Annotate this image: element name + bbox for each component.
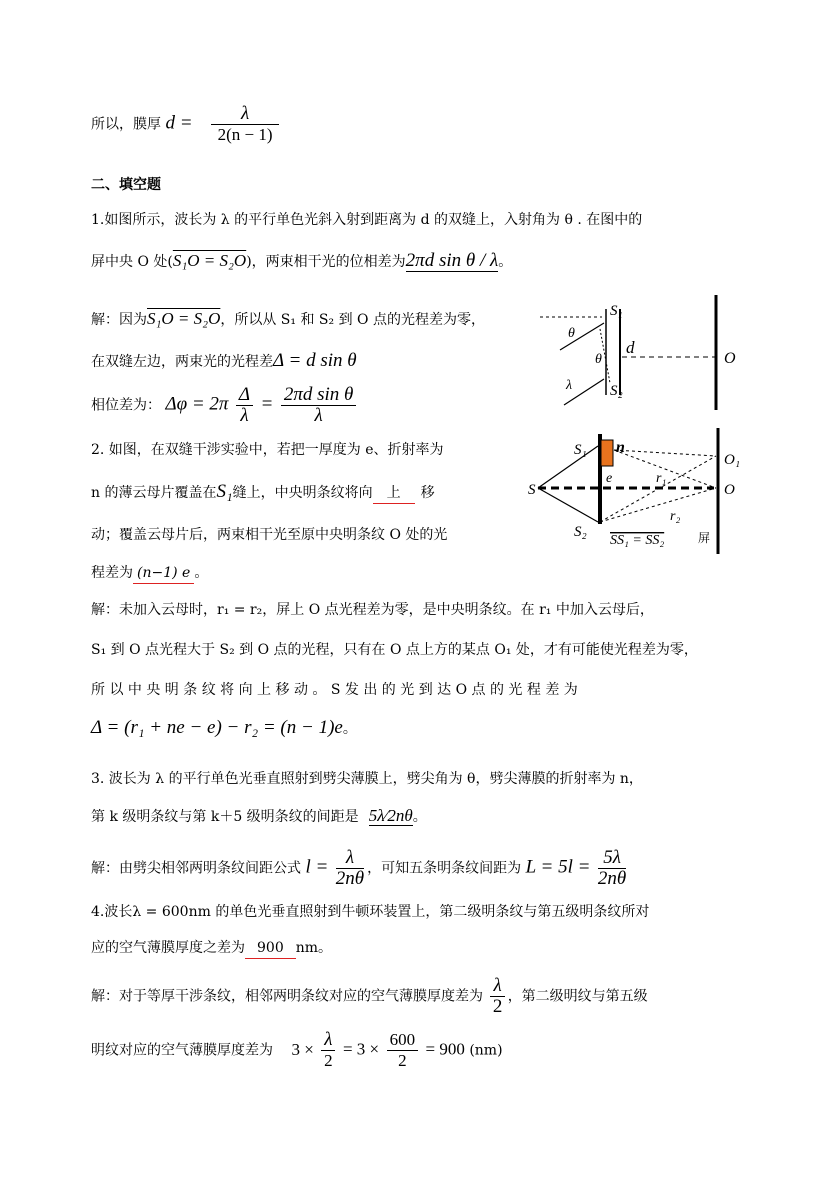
q4-sol1-prefix: 解：对于等厚干涉条纹，相邻两明条纹对应的空气薄膜厚度差为: [91, 988, 483, 1005]
intro-text: 所以，膜厚: [91, 116, 161, 133]
q2-line2-prefix: n 的薄云母片覆盖在: [91, 485, 217, 501]
q2-fig-ray-s2: [538, 488, 598, 522]
q1-fig-o: O: [724, 350, 736, 367]
q1-sol3-frac2-den: λ: [314, 405, 323, 426]
q2-line2-mid: 缝上，中央明条纹将向: [232, 485, 373, 501]
q1-sol1: [91, 309, 485, 330]
q3-sol-L: L = 5l =: [525, 856, 591, 878]
q1-sol2: [91, 351, 357, 372]
q1-sol3-frac2: [281, 385, 357, 426]
intro-line: [91, 104, 282, 145]
q1-sol3: [91, 385, 359, 426]
q4-answer: 900: [245, 938, 296, 959]
q1-sol3-equals: =: [260, 393, 274, 415]
q4-sol2-prefix: 明纹对应的空气薄膜厚度差为: [91, 1042, 273, 1059]
q1-sol1-prefix: 解：因为: [91, 312, 147, 328]
q1-sol3-frac1-den: λ: [240, 405, 249, 426]
q1-sol2-formula: Δ = d sin θ: [273, 350, 357, 371]
q4-sol2-unit: (nm): [469, 1042, 503, 1059]
q1-figure: [540, 295, 750, 415]
q4-line1: 4.波长λ = 600nm 的单色光垂直照射到牛顿环装置上，第二级明条纹与第五级明条纹所对: [91, 904, 650, 920]
q3-sol-frac1: [336, 848, 364, 889]
q4-sol2-frac2-den: 2: [398, 1051, 407, 1070]
q2-sol4-formula: Δ = (r₁ + ne − e) − r₂ = (n − 1)e: [91, 717, 343, 738]
q1-sol3-prefix: 相位差为：: [91, 397, 161, 414]
q2-sol4-end: 。: [342, 721, 357, 737]
q3-sol-frac2: [598, 848, 626, 889]
q2-fig-e: e: [606, 471, 613, 486]
q3-sol: [91, 848, 629, 889]
q3-line2: [91, 806, 427, 827]
q4-sol2-frac1-num: λ: [321, 1030, 335, 1051]
q1-sol2-prefix: 在双缝左边，两束光的光程差: [91, 354, 273, 370]
q3-sol-frac2-den: 2nθ: [597, 868, 627, 889]
intro-denominator: 2(n − 1): [217, 125, 273, 144]
q3-answer: 5λ⁄2nθ: [368, 806, 413, 825]
intro-formula: d =: [165, 112, 193, 134]
q4-sol2-mid: = 3 ×: [342, 1039, 380, 1059]
q1-line1: 1.如图所示，波长为 λ 的平行单色光斜入射到距离为 d 的双缝上，入射角为 θ . 在图中的: [91, 212, 643, 228]
q3-sol-l: l =: [305, 856, 329, 878]
q1-line2-end: 。: [498, 254, 513, 270]
q4-sol2-frac1-den: 2: [324, 1051, 333, 1070]
q2-sol2: S₁ 到 O 点光程大于 S₂ 到 O 点的光程，只有在 O 点上方的某点 O₁ 处，才有可能使光程差为零，: [91, 642, 698, 658]
q3-line2-text: 第 k 级明条纹与第 k＋5 级明条纹的间距是: [91, 809, 359, 825]
q1-sol3-frac1: [236, 385, 253, 426]
q2-fig-n: n: [616, 439, 625, 456]
q2-line1: 2. 如图，在双缝干涉实验中，若把一厚度为 e、折射率为: [91, 442, 444, 458]
q1-fig-ray-top: [560, 323, 604, 350]
q2-fig-o: O: [724, 482, 735, 498]
q1-line2-mid: )，两束相干光的位相差为: [246, 254, 406, 270]
q4-sol1: [91, 976, 648, 1017]
q1-fig-theta1: θ: [568, 326, 575, 341]
q2-fig-ray-o1a: [614, 450, 716, 456]
q1-sol3-frac2-num: 2πd sin θ: [281, 385, 357, 406]
q2-sol3: 所 以 中 央 明 条 纹 将 向 上 移 动 。 S 发 出 的 光 到 达 O 点 的 光 程 差 为: [91, 682, 578, 698]
q3-sol-frac1-num: λ: [336, 848, 364, 869]
q2-fig-ray-s1: [538, 446, 598, 488]
q2-fig-s1: S₁: [574, 442, 587, 458]
q3-sol-mid: ，可知五条明条纹间距为: [367, 860, 522, 877]
q1-fig-lambda: λ: [566, 378, 573, 393]
q2-fig-o1: O₁: [724, 452, 741, 468]
q1-fig-theta2: θ: [595, 352, 602, 367]
q4-line2: [91, 938, 332, 959]
intro-fraction: [211, 104, 279, 145]
q4-sol1-frac: [490, 976, 504, 1017]
q2-fig-screen-label: 屏: [698, 531, 711, 545]
q1-fig-s1: S₁: [610, 303, 623, 319]
q4-sol2: [91, 1030, 503, 1071]
q1-line2: [91, 251, 512, 272]
q4-sol1-suffix: ，第二级明纹与第五级: [507, 988, 648, 1005]
q1-sol3-frac1-num: Δ: [236, 385, 253, 406]
q1-sol3-formula: Δφ = 2π: [165, 393, 229, 415]
q2-fig-mica: [601, 440, 613, 466]
q4-sol2-result: = 900: [425, 1039, 465, 1059]
q2-answer1: 上: [373, 483, 415, 504]
q3-sol-prefix: 解：由劈尖相邻两明条纹间距公式: [91, 860, 301, 877]
q3-sol-frac2-num: 5λ: [598, 848, 626, 869]
q2-line4: [91, 563, 208, 584]
q1-line2-prefix: 屏中央 O 处(: [91, 254, 173, 270]
q2-fig-r2: r₂: [670, 509, 681, 524]
q2-figure: [528, 428, 748, 558]
q4-sol2-frac1: [321, 1030, 335, 1071]
q2-fig-ray-r2: [600, 488, 716, 522]
q3-line1: 3. 波长为 λ 的平行单色光垂直照射到劈尖薄膜上，劈尖角为 θ，劈尖薄膜的折射率为 n，: [91, 771, 643, 787]
q2-fig-s: S: [528, 482, 536, 498]
q1-fig-d: d: [626, 338, 635, 357]
q4-sol1-frac-num: λ: [490, 976, 504, 997]
q1-sol1-condition: S₁O = S₂O: [147, 309, 221, 328]
q4-sol1-frac-den: 2: [492, 996, 503, 1017]
q4-sol2-frac2-num: 600: [387, 1030, 419, 1051]
q1-answer: 2πd sin θ / λ: [405, 250, 499, 271]
q4-sol2-times: 3 ×: [291, 1039, 314, 1059]
q3-line2-end: 。: [412, 809, 427, 825]
q4-sol2-frac2: [387, 1030, 419, 1071]
q2-sol4: [91, 718, 357, 739]
q2-line4-end: 。: [194, 565, 209, 581]
q2-line3: 动；覆盖云母片后，两束相干光至原中央明条纹 O 处的光: [91, 527, 448, 543]
q4-line2-end: nm。: [295, 940, 333, 956]
q2-fig-eq: SS₁ = SS₂: [610, 533, 665, 548]
q2-line4-prefix: 程差为: [91, 565, 133, 581]
q4-line2-prefix: 应的空气薄膜厚度之差为: [91, 940, 245, 956]
q1-fig-s2: S₂: [610, 383, 623, 399]
q2-fig-s2: S₂: [574, 524, 587, 540]
q2-line2: [91, 482, 435, 504]
intro-numerator: λ: [211, 104, 279, 125]
q2-sol1: 解：未加入云母时，r₁ = r₂，屏上 O 点光程差为零，是中央明条纹。在 r₁ 中加入云母后，: [91, 602, 654, 618]
q2-answer2: (n−1) e: [133, 563, 194, 584]
section-title: 二、填空题: [91, 177, 161, 193]
q2-fig-r1: r₁: [656, 471, 667, 486]
q1-sol1-suffix: ，所以从 S₁ 和 S₂ 到 O 点的光程差为零，: [220, 312, 485, 328]
q2-line2-s1: S₁: [216, 481, 233, 502]
q2-line2-end: 移: [420, 485, 435, 501]
q1-condition: S₁O = S₂O: [172, 251, 247, 270]
q3-sol-frac1-den: 2nθ: [335, 868, 365, 889]
